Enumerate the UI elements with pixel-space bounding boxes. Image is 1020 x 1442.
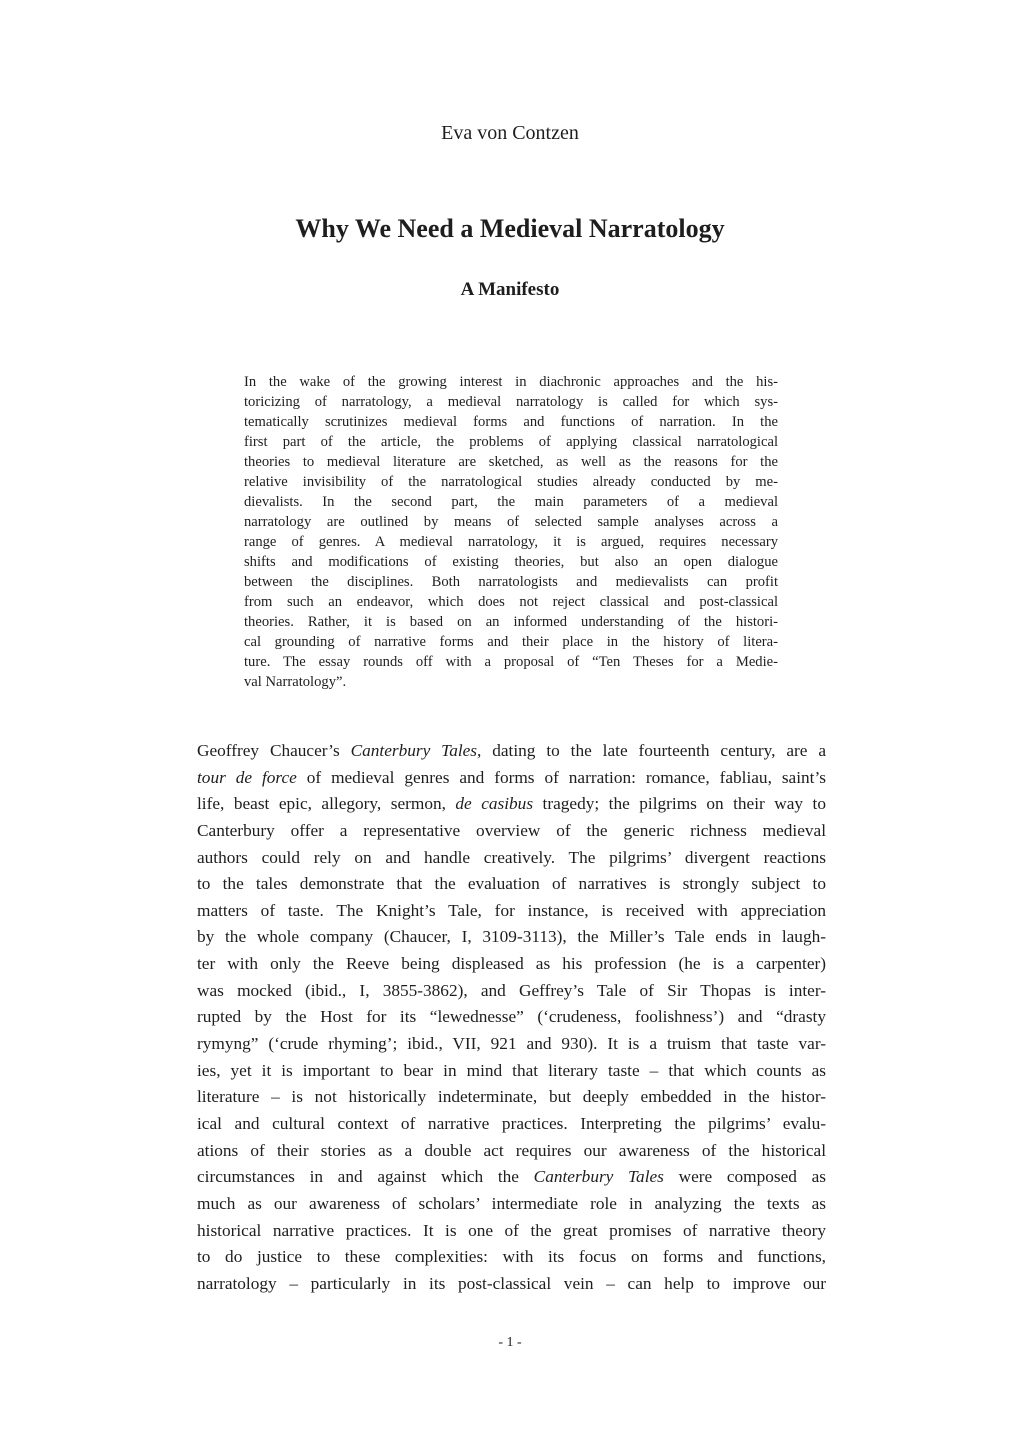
text-run: authors could rely on and handle creatively. The pilgrims’ divergent reactions bbox=[197, 847, 826, 867]
body-line bbox=[197, 791, 826, 818]
text-run: narratology – particularly in its post-classical vein – can help to improve our bbox=[197, 1273, 826, 1293]
abstract-line: dievalists. In the second part, the main parameters of a medieval bbox=[244, 494, 778, 510]
text-run: ations of their stories as a double act requires our awareness of the historical bbox=[197, 1140, 826, 1160]
body-line bbox=[197, 765, 826, 792]
abstract-line: ture. The essay rounds off with a proposal of “Ten Theses for a Medie- bbox=[244, 654, 778, 670]
text-run: literature – is not historically indeterminate, but deeply embedded in the histor- bbox=[197, 1087, 826, 1107]
text-run: life, beast epic, allegory, sermon, bbox=[197, 794, 456, 814]
abstract-line: In the wake of the growing interest in diachronic approaches and the his- bbox=[244, 374, 778, 390]
italic-text: Canterbury Tales bbox=[350, 741, 478, 760]
text-run: were composed as bbox=[663, 1167, 826, 1187]
text-run: ies, yet it is important to bear in mind that literary taste – that which counts as bbox=[197, 1060, 826, 1080]
abstract-line: from such an endeavor, which does not reject classical and post-classical bbox=[244, 594, 778, 610]
abstract-line: narratology are outlined by means of selected sample analyses across a bbox=[244, 514, 778, 530]
text-run: to do justice to these complexities: with its focus on forms and functions, bbox=[197, 1247, 826, 1267]
italic-text: Canterbury Tales bbox=[533, 1167, 664, 1187]
body-line bbox=[197, 1031, 826, 1058]
body-line bbox=[197, 1138, 826, 1165]
text-run: of medieval genres and forms of narration: romance, fabliau, saint’s bbox=[296, 767, 826, 787]
text-run: much as our awareness of scholars’ intermediate role in analyzing the texts as bbox=[197, 1193, 826, 1213]
abstract-line: theories to medieval literature are sketched, as well as the reasons for the bbox=[244, 454, 778, 470]
body-line bbox=[197, 1271, 826, 1298]
text-run: tragedy; the pilgrims on their way to bbox=[533, 794, 826, 814]
abstract-line: first part of the article, the problems of applying classical narratological bbox=[244, 434, 778, 450]
page-number: - 1 - bbox=[498, 1335, 522, 1350]
body-line bbox=[197, 818, 826, 845]
abstract bbox=[244, 372, 778, 692]
author-name: Eva von Contzen bbox=[441, 122, 579, 144]
body-line bbox=[197, 871, 826, 898]
text-run: by the whole company (Chaucer, I, 3109-3113), the Miller’s Tale ends in laugh- bbox=[197, 927, 826, 947]
article-title: Why We Need a Medieval Narratology bbox=[295, 214, 725, 243]
text-run: ter with only the Reeve being displeased as his profession (he is a carpenter) bbox=[197, 954, 826, 974]
body-line bbox=[197, 1164, 826, 1191]
abstract-line: relative invisibility of the narratological studies already conducted by me- bbox=[244, 474, 778, 490]
body-line bbox=[197, 1004, 826, 1031]
text-run: , dating to the late fourteenth century, are a bbox=[477, 741, 826, 760]
body-line bbox=[197, 924, 826, 951]
text-run: ical and cultural context of narrative practices. Interpreting the pilgrims’ evalu- bbox=[197, 1113, 826, 1133]
text-run: circumstances in and against which the bbox=[197, 1167, 534, 1187]
body-line bbox=[197, 1084, 826, 1111]
abstract-line: cal grounding of narrative forms and their place in the history of litera- bbox=[244, 634, 778, 650]
body-line bbox=[197, 1191, 826, 1218]
article-subtitle: A Manifesto bbox=[460, 279, 560, 300]
text-run: Geoffrey Chaucer’s bbox=[197, 741, 351, 760]
body-paragraph bbox=[197, 738, 826, 1297]
text-run: to the tales demonstrate that the evaluation of narratives is strongly subject to bbox=[197, 874, 826, 894]
abstract-line: tematically scrutinizes medieval forms and functions of narration. In the bbox=[244, 414, 778, 430]
body-line bbox=[197, 1111, 826, 1138]
body-line bbox=[197, 1218, 826, 1245]
abstract-line: theories. Rather, it is based on an informed understanding of the histori- bbox=[244, 614, 778, 630]
italic-text: tour de force bbox=[197, 767, 297, 787]
abstract-line: shifts and modifications of existing theories, but also an open dialogue bbox=[244, 554, 778, 570]
text-run: matters of taste. The Knight’s Tale, for instance, is received with appreciation bbox=[197, 900, 826, 920]
body-line bbox=[197, 898, 826, 925]
abstract-line: between the disciplines. Both narratologists and medievalists can profit bbox=[244, 574, 778, 590]
italic-text: de casibus bbox=[455, 794, 534, 814]
text-run: was mocked (ibid., I, 3855-3862), and Geffrey’s Tale of Sir Thopas is inter- bbox=[197, 980, 826, 1000]
body-line bbox=[197, 951, 826, 978]
text-run: historical narrative practices. It is one of the great promises of narrative theory bbox=[197, 1220, 826, 1240]
abstract-line: val Narratology”. bbox=[244, 674, 347, 690]
text-run: rupted by the Host for its “lewednesse” (‘crudeness, foolishness’) and “drasty bbox=[197, 1007, 826, 1027]
abstract-line: range of genres. A medieval narratology, it is argued, requires necessary bbox=[244, 534, 778, 550]
text-run: rymyng” (‘crude rhyming’; ibid., VII, 921 and 930). It is a truism that taste var- bbox=[197, 1034, 826, 1054]
body-line bbox=[197, 1058, 826, 1085]
body-line bbox=[197, 1244, 826, 1271]
body-line bbox=[197, 845, 826, 872]
body-line bbox=[197, 978, 826, 1005]
abstract-line: toricizing of narratology, a medieval narratology is called for which sys- bbox=[244, 394, 778, 410]
body-line bbox=[197, 738, 826, 765]
text-run: Canterbury offer a representative overview of the generic richness medieval bbox=[197, 820, 826, 840]
